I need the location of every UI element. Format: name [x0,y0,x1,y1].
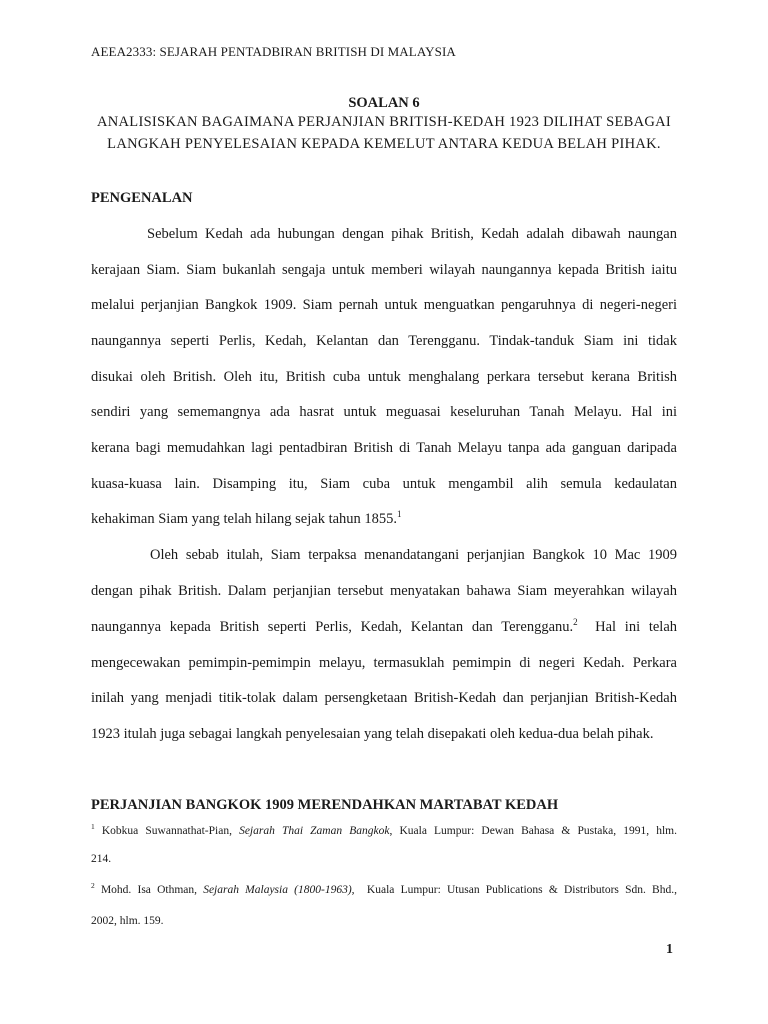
footnote-title: Sejarah Thai Zaman Bangkok [239,825,390,837]
footnote-ref-1[interactable]: 1 [397,509,402,519]
paragraph-line: 1923 itulah juga sebagai langkah penyelesaian yang telah disepakati oleh kedua-dua belah pihak. [91,726,654,742]
footnote-publisher: , Kuala Lumpur: Dewan Bahasa & Pustaka, 1991, hlm. [389,825,677,837]
section-heading-perjanjian-bangkok: PERJANJIAN BANGKOK 1909 MERENDAHKAN MARTABAT KEDAH [91,797,559,813]
paragraph-line [91,511,677,528]
paragraph-line-text: kehakiman Siam yang telah hilang sejak tahun 1855. [91,511,398,527]
footnote-number: 2 [91,881,95,890]
paragraph-line: inilah yang menjadi titik-tolak dalam persengketaan British-Kedah dan perjanjian British-Kedah [91,690,677,706]
footnote-publisher: Kuala Lumpur: Utusan Publications & Distributors Sdn. Bhd., [354,884,677,896]
paragraph-line: Oleh sebab itulah, Siam terpaksa menandatangani perjanjian Bangkok 10 Mac 1909 [150,547,677,563]
question-label: SOALAN 6 [348,95,420,111]
paragraph-line: kerajaan Siam. Siam bukanlah sengaja untuk memberi wilayah naungannya kepada British iaitu [91,262,677,278]
footnote-1 [91,822,677,837]
footnote-1-continuation: 214. [91,853,112,865]
footnote-author: Kobkua Suwannathat-Pian, [94,825,240,837]
paragraph-line-text: naungannya kepada British seperti Perlis, Kedah, Kelantan dan Terengganu. [91,619,574,635]
section-heading-pengenalan: PENGENALAN [91,190,193,206]
paragraph-line: melalui perjanjian Bangkok 1909. Siam pernah untuk menguatkan pengaruhnya di negeri-negeri [91,297,677,313]
paragraph-line: naungannya seperti Perlis, Kedah, Kelantan dan Terengganu. Tindak-tanduk Siam ini tidak [91,333,677,349]
footnote-2-continuation: 2002, hlm. 159. [91,915,164,927]
paragraph-line: sendiri yang sememangnya ada hasrat untuk meguasai keseluruhan Tanah Melayu. Hal ini [91,404,677,420]
paragraph-line [91,619,677,636]
question-title-line-2: LANGKAH PENYELESAIAN KEPADA KEMELUT ANTARA KEDUA BELAH PIHAK. [107,136,661,152]
footnote-2 [91,881,677,896]
paragraph-line: kerana bagi memudahkan lagi pentadbiran British di Tanah Melayu tanpa ada ganguan daripada [91,440,677,456]
footnote-ref-2[interactable]: 2 [573,617,578,627]
question-title-line-1: ANALISISKAN BAGAIMANA PERJANJIAN BRITISH-KEDAH 1923 DILIHAT SEBAGAI [96,114,672,130]
paragraph-line: kuasa-kuasa lain. Disamping itu, Siam cuba untuk mengambil alih semula kedaulatan [91,476,677,492]
paragraph-line: Sebelum Kedah ada hubungan dengan pihak British, Kedah adalah dibawah naungan [147,226,677,242]
footnote-title: Sejarah Malaysia (1800-1963), [203,884,355,896]
page-number: 1 [666,942,673,957]
footnote-author: Mohd. Isa Othman, [94,884,204,896]
paragraph-line: disukai oleh British. Oleh itu, British cuba untuk menghalang perkara tersebut kerana British [91,369,677,385]
running-header: AEEA2333: SEJARAH PENTADBIRAN BRITISH DI MALAYSIA [91,44,456,59]
paragraph-line: mengecewakan pemimpin-pemimpin melayu, termasuklah pemimpin di negeri Kedah. Perkara [91,655,677,671]
paragraph-line: dengan pihak British. Dalam perjanjian tersebut menyatakan bahawa Siam meyerahkan wilayah [91,583,677,599]
paragraph-line-tail: Hal ini telah [577,619,678,635]
footnote-number: 1 [91,822,95,831]
